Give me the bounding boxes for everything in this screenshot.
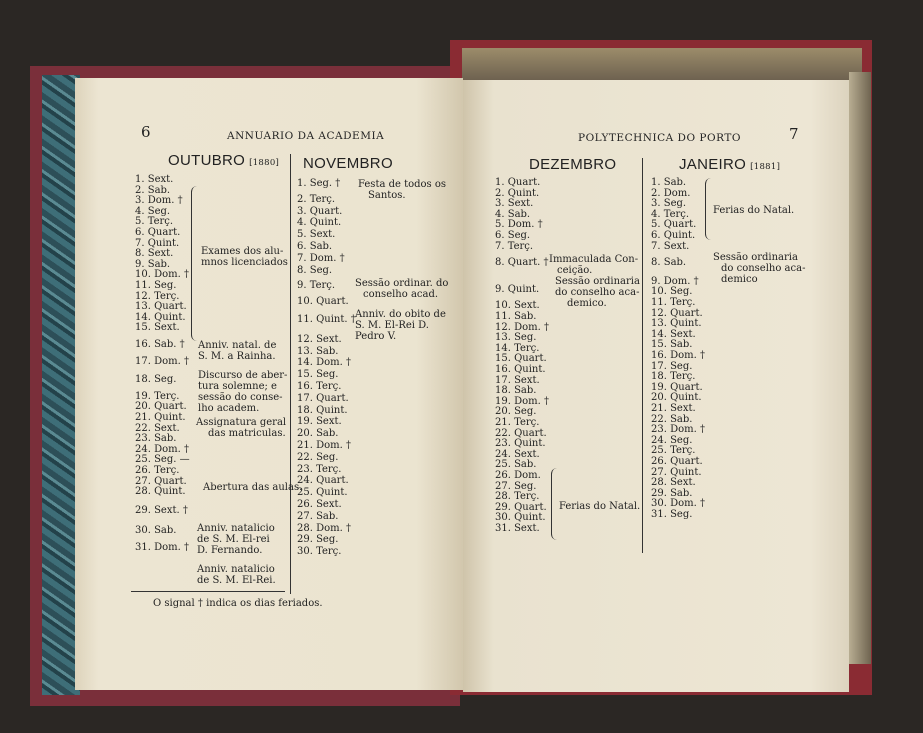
calendar-day-entry: 10. Quart. — [297, 296, 349, 308]
calendar-day-entry: 29. Quart. — [495, 501, 547, 513]
note-discurso — [198, 370, 287, 414]
calendar-day-entry: 8. Sext. — [135, 248, 174, 260]
month-heading-dezembro — [529, 156, 616, 173]
calendar-day-entry: 29. Sext. † — [135, 504, 188, 516]
left-page — [75, 78, 463, 690]
calendar-day-entry: 3. Quart. — [297, 205, 343, 217]
note-line: Anniv. do obito de — [355, 309, 446, 320]
calendar-day-entry: 9. Dom. † — [651, 275, 699, 287]
calendar-day-entry: 27. Quint. — [651, 466, 702, 478]
calendar-day-entry: 24. Sext. — [495, 448, 540, 460]
calendar-day-entry: 13. Sab. — [297, 345, 339, 357]
footnote-rule — [131, 591, 285, 592]
calendar-day-entry: 21. Quint. — [135, 412, 186, 423]
month-name: JANEIRO — [679, 156, 747, 173]
note-line: demico — [721, 274, 758, 285]
month-heading-janeiro — [679, 156, 780, 173]
note-anniv-fernando — [197, 523, 275, 556]
calendar-day-entry: 8. Sab. — [651, 257, 687, 269]
calendar-day-entry: 15. Sab. — [651, 339, 693, 351]
calendar-day-entry: 26. Quart. — [651, 456, 703, 467]
calendar-day-entry: 9. Quint. — [495, 283, 540, 295]
note-line: mnos licenciados — [201, 257, 288, 268]
calendar-day-entry: 31. Seg. — [651, 509, 693, 520]
calendar-day-entry: 3. Sext. — [495, 198, 534, 210]
note-ferias-jan: Ferias do Natal. — [713, 205, 795, 216]
calendar-day-entry: 26. Dom. — [495, 470, 541, 481]
right-page — [463, 80, 849, 692]
calendar-day-entry: 4. Quint. — [297, 217, 342, 229]
note-line: de S. M. El-rei — [197, 534, 270, 545]
calendar-day-entry: 6. Seg. — [495, 230, 531, 241]
calendar-day-entry: 7. Dom. † — [297, 252, 345, 264]
calendar-day-entry: 6. Sab. — [297, 241, 333, 252]
calendar-day-entry: 20. Quart. — [135, 401, 187, 413]
calendar-day-entry: 15. Seg. — [297, 369, 339, 381]
calendar-day-entry: 13. Seg. — [495, 332, 537, 344]
calendar-day-entry: 12. Sext. — [297, 333, 342, 345]
calendar-day-entry: 1. Sab. — [651, 177, 687, 188]
calendar-day-entry: 5. Terç. — [135, 216, 174, 228]
note-festa — [358, 179, 446, 201]
calendar-day-entry: 26. Sext. — [297, 499, 342, 510]
calendar-day-entry: 28. Quint. — [135, 486, 186, 498]
calendar-day-entry: 26. Terç. — [135, 465, 180, 476]
calendar-day-entry: 7. Quint. — [135, 237, 180, 249]
month-year: [1880] — [249, 158, 280, 168]
calendar-day-entry: 3. Seg. — [651, 198, 687, 210]
calendar-day-entry: 6. Quint. — [651, 230, 696, 241]
calendar-day-entry: 9. Sab. — [135, 258, 171, 270]
note-line: do conselho aca- — [555, 287, 640, 298]
note-line: das matriculas. — [208, 428, 286, 439]
page-number-left: 6 — [141, 123, 151, 141]
calendar-day-entry: 16. Terç. — [297, 381, 342, 392]
calendar-day-entry: 11. Sab. — [495, 311, 537, 322]
calendar-day-entry: 11. Seg. — [135, 280, 177, 291]
calendar-day-entry: 21. Sext. — [651, 403, 696, 414]
calendar-day-entry: 18. Sab. — [495, 385, 537, 397]
note-anniv-pedro — [355, 309, 446, 342]
note-line: Immaculada Con- — [549, 254, 639, 265]
calendar-day-entry: 7. Sext. — [651, 240, 690, 252]
calendar-day-entry: 17. Dom. † — [135, 355, 189, 367]
note-line: Exames dos alu- — [201, 246, 284, 257]
calendar-day-entry: 10. Dom. † — [135, 269, 189, 281]
calendar-day-entry: 21. Terç. — [495, 417, 540, 428]
page-fore-edge — [849, 72, 871, 664]
calendar-day-entry: 5. Dom. † — [495, 219, 543, 231]
note-line: ceição. — [557, 265, 593, 276]
note-line: Sessão ordinar. do — [355, 278, 449, 289]
calendar-day-entry: 29. Sab. — [651, 487, 693, 499]
calendar-day-entry: 2. Quint. — [495, 187, 540, 199]
calendar-day-entry: 10. Sext. — [495, 300, 540, 312]
calendar-day-entry: 14. Terç. — [495, 342, 540, 354]
calendar-day-entry: 16. Quint. — [495, 364, 546, 375]
calendar-day-entry: 30. Sab. — [135, 525, 177, 537]
note-exames — [201, 246, 288, 268]
calendar-day-entry: 28. Dom. † — [297, 522, 351, 534]
brace — [191, 186, 197, 341]
calendar-day-entry: 28. Terç. — [495, 491, 540, 503]
brace — [551, 468, 557, 540]
running-head-left: ANNUARIO DA ACADEMIA — [227, 130, 385, 142]
calendar-day-entry: 27. Quart. — [135, 475, 187, 487]
note-line: demico. — [567, 298, 607, 309]
note-sessao-dez — [555, 276, 640, 309]
note-line: conselho acad. — [363, 289, 439, 300]
calendar-day-entry: 30. Quint. — [495, 512, 546, 524]
note-line: tura solemne; e — [198, 381, 277, 392]
note-line: S. M. El-Rei D. — [355, 320, 429, 331]
calendar-day-entry: 12. Terç. — [135, 290, 180, 302]
calendar-day-entry: 12. Dom. † — [495, 321, 549, 333]
month-name: NOVEMBRO — [303, 155, 393, 172]
note-line: S. M. a Rainha. — [198, 351, 276, 362]
calendar-day-entry: 15. Quart. — [495, 353, 547, 365]
calendar-day-entry: 18. Quint. — [297, 404, 348, 416]
calendar-day-entry: 2. Dom. — [651, 187, 691, 199]
note-line: do conselho aca- — [721, 263, 806, 274]
month-heading-outubro — [168, 152, 279, 169]
page-block-edge — [462, 48, 862, 80]
calendar-day-entry: 1. Seg. † — [297, 178, 341, 189]
calendar-day-entry: 31. Dom. † — [135, 542, 189, 553]
calendar-day-entry: 19. Terç. — [135, 390, 180, 402]
calendar-day-entry: 8. Seg. — [297, 264, 333, 276]
calendar-day-entry: 16. Sab. † — [135, 339, 185, 350]
calendar-day-entry: 19. Quart. — [651, 381, 703, 393]
calendar-day-entry: 23. Dom. † — [651, 424, 705, 436]
calendar-day-entry: 10. Seg. — [651, 286, 693, 298]
calendar-day-entry: 25. Quint. — [297, 487, 348, 499]
note-immaculada — [549, 254, 638, 276]
note-line: Pedro V. — [355, 331, 397, 342]
calendar-day-entry: 11. Quint. † — [297, 314, 356, 325]
note-line: Anniv. natal. de — [198, 340, 277, 351]
calendar-day-entry: 24. Seg. — [651, 434, 693, 446]
calendar-day-entry: 23. Terç. — [297, 463, 342, 475]
calendar-day-entry: 27. Seg. — [495, 480, 537, 492]
calendar-day-entry: 24. Quart. — [297, 475, 349, 487]
calendar-day-entry: 22. Sext. — [135, 422, 180, 434]
note-line: Santos. — [368, 190, 406, 201]
calendar-day-entry: 23. Quint. — [495, 438, 546, 450]
calendar-day-entry: 17. Sext. — [495, 374, 540, 386]
calendar-day-entry: 1. Sext. — [135, 174, 174, 185]
calendar-day-entry: 20. Quint. — [651, 392, 702, 404]
month-heading-novembro — [303, 155, 393, 172]
calendar-day-entry: 13. Quint. — [651, 318, 702, 330]
note-abertura: Abertura das aulas. — [203, 482, 303, 493]
calendar-day-entry: 25. Sab. — [495, 459, 537, 471]
calendar-day-entry: 22. Quart. — [495, 427, 547, 439]
brace — [705, 178, 711, 240]
calendar-day-entry: 19. Sext. — [297, 416, 342, 428]
footnote: O signal † indica os dias feriados. — [153, 598, 323, 609]
month-name: OUTUBRO — [168, 152, 246, 169]
calendar-day-entry: 8. Quart. † — [495, 257, 549, 269]
calendar-day-entry: 7. Terç. — [495, 240, 534, 252]
calendar-day-entry: 21. Dom. † — [297, 440, 351, 451]
note-line: sessão do conse- — [198, 392, 283, 403]
calendar-day-entry: 20. Sab. — [297, 428, 339, 440]
calendar-day-entry: 3. Dom. † — [135, 195, 183, 207]
note-sessao-nov — [355, 278, 448, 300]
calendar-day-entry: 14. Sext. — [651, 328, 696, 340]
calendar-day-entry: 11. Terç. — [651, 297, 696, 308]
note-line: Anniv. natalicio — [197, 523, 275, 534]
calendar-day-entry: 15. Sext. — [135, 322, 180, 334]
calendar-day-entry: 17. Seg. — [651, 360, 693, 372]
calendar-day-entry: 12. Quart. — [651, 307, 703, 319]
calendar-day-entry: 31. Sext. — [495, 523, 540, 534]
calendar-day-entry: 30. Dom. † — [651, 498, 705, 510]
note-sessao-jan — [713, 252, 805, 285]
calendar-day-entry: 23. Sab. — [135, 433, 177, 445]
calendar-day-entry: 29. Seg. — [297, 534, 339, 546]
calendar-day-entry: 16. Dom. † — [651, 350, 705, 361]
calendar-day-entry: 13. Quart. — [135, 301, 187, 313]
note-line: Assignatura geral — [196, 417, 287, 428]
calendar-day-entry: 4. Sab. — [495, 208, 531, 220]
calendar-day-entry: 22. Seg. — [297, 451, 339, 463]
note-line: Festa de todos os — [358, 179, 447, 190]
calendar-day-entry: 24. Dom. † — [135, 443, 189, 455]
calendar-day-entry: 4. Terç. — [651, 208, 690, 220]
column-divider — [290, 154, 291, 594]
note-line: D. Fernando. — [197, 545, 263, 556]
calendar-day-entry: 2. Terç. — [297, 193, 336, 205]
calendar-day-entry: 22. Sab. — [651, 413, 693, 425]
note-line: Anniv. natalicio — [197, 564, 275, 575]
note-anniv-rainha — [198, 340, 276, 362]
note-line: Sessão ordinaria — [713, 252, 798, 263]
month-name: DEZEMBRO — [529, 156, 617, 173]
calendar-day-entry: 2. Sab. — [135, 184, 171, 196]
calendar-day-entry: 9. Terç. — [297, 280, 336, 292]
calendar-day-entry: 17. Quart. — [297, 392, 349, 404]
calendar-day-entry: 25. Seg. — — [135, 454, 190, 466]
calendar-day-entry: 5. Sext. — [297, 229, 336, 241]
note-anniv-elrei — [197, 564, 276, 586]
note-line: lho academ. — [198, 403, 260, 414]
calendar-day-entry: 30. Terç. — [297, 546, 342, 558]
calendar-day-entry: 25. Terç. — [651, 445, 696, 457]
calendar-day-entry: 18. Seg. — [135, 374, 177, 386]
note-ferias-dez: Ferias do Natal. — [559, 501, 641, 512]
note-assignatura — [196, 417, 286, 439]
running-head-right: POLYTECHNICA DO PORTO — [578, 132, 741, 144]
calendar-day-entry: 4. Seg. — [135, 205, 171, 217]
note-line: Sessão ordinaria — [555, 276, 640, 287]
note-line: Discurso de aber- — [198, 370, 288, 381]
page-number-right: 7 — [789, 125, 799, 143]
calendar-day-entry: 5. Quart. — [651, 219, 697, 231]
calendar-day-entry: 14. Quint. — [135, 311, 186, 323]
column-divider — [642, 158, 643, 553]
calendar-day-entry: 6. Quart. — [135, 227, 181, 238]
calendar-day-entry: 28. Sext. — [651, 477, 696, 489]
calendar-day-entry: 27. Sab. — [297, 510, 339, 522]
calendar-day-entry: 19. Dom. † — [495, 395, 549, 407]
calendar-day-entry: 14. Dom. † — [297, 357, 351, 369]
note-line: de S. M. El-Rei. — [197, 575, 276, 586]
calendar-day-entry: 20. Seg. — [495, 406, 537, 418]
calendar-day-entry: 18. Terç. — [651, 371, 696, 383]
calendar-day-entry: 1. Quart. — [495, 177, 541, 188]
month-year: [1881] — [750, 162, 781, 172]
